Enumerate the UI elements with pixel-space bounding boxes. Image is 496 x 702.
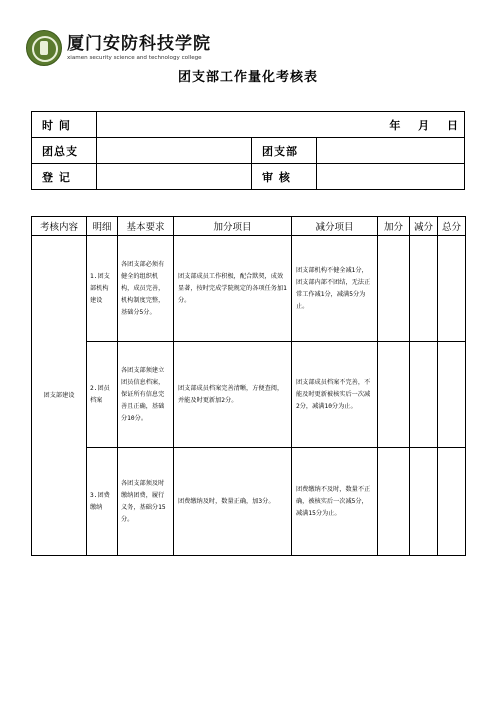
requirement-cell: 各团支部须建立团员信息档案，保证所有信息完善且正确，基础分10分。 — [118, 342, 174, 448]
detail-cell: 3.团费缴纳 — [87, 448, 118, 556]
bonus-item-cell: 团支部成员档案完善清晰，方便查阅，并能及时更新加2分。 — [174, 342, 292, 448]
register-field[interactable] — [97, 164, 252, 190]
page-title: 团支部工作量化考核表 — [177, 70, 318, 85]
col-header-penalty: 减分 — [410, 217, 438, 236]
total-score-cell[interactable] — [438, 448, 466, 556]
category-cell: 团支部建设 — [32, 236, 87, 556]
col-header-requirement: 基本要求 — [118, 217, 174, 236]
col-header-total: 总分 — [438, 217, 466, 236]
table-row — [32, 448, 466, 556]
col-header-detail: 明细 — [87, 217, 118, 236]
bonus-score-cell[interactable] — [378, 342, 410, 448]
date-field[interactable]: 年 月 日 — [97, 112, 465, 138]
total-score-cell[interactable] — [438, 236, 466, 342]
penalty-score-cell[interactable] — [410, 342, 438, 448]
info-table — [31, 111, 465, 190]
requirement-cell: 各团支部须及时缴纳团费，履行义务，基础分15分。 — [118, 448, 174, 556]
bonus-score-cell[interactable] — [378, 448, 410, 556]
school-name-en: xiamen security science and technology college — [67, 55, 202, 61]
bonus-score-cell[interactable] — [378, 236, 410, 342]
penalty-score-cell[interactable] — [410, 448, 438, 556]
table-row — [32, 342, 466, 448]
table-row — [32, 236, 466, 342]
penalty-item-cell: 团支部成员档案不完善，不能及时更新被核实后一次减2分，减满10分为止。 — [292, 342, 378, 448]
col-header-content: 考核内容 — [32, 217, 87, 236]
school-name — [67, 34, 211, 62]
time-label: 时 间 — [32, 112, 97, 138]
col-header-penalty-item: 减分项目 — [292, 217, 378, 236]
penalty-item-cell: 团费缴纳不及时，数量不正确，被核实后一次减5分，减满15分为止。 — [292, 448, 378, 556]
school-emblem-icon — [26, 30, 62, 66]
school-name-cn: 厦门安防科技学院 — [67, 34, 211, 54]
total-score-cell[interactable] — [438, 342, 466, 448]
branch-total-label: 团总支 — [32, 138, 97, 164]
col-header-bonus-item: 加分项目 — [174, 217, 292, 236]
col-header-bonus: 加分 — [378, 217, 410, 236]
branch-total-field[interactable] — [97, 138, 252, 164]
penalty-item-cell: 团支部机构不健全减1分，团支部内部不团结，无法正常工作减1分，减满5分为止。 — [292, 236, 378, 342]
school-logo — [26, 30, 211, 66]
penalty-score-cell[interactable] — [410, 236, 438, 342]
review-label: 审 核 — [252, 164, 317, 190]
bonus-item-cell: 团支部成员工作积极，配合默契，成效显著，按时完成学院规定的各项任务加1分。 — [174, 236, 292, 342]
requirement-cell: 各团支部必须有健全的组织机构，成员完善，机构制度完整，基础分5分。 — [118, 236, 174, 342]
review-field[interactable] — [317, 164, 465, 190]
detail-cell: 2.团员档案 — [87, 342, 118, 448]
detail-cell: 1.团支部机构建设 — [87, 236, 118, 342]
header-row — [32, 217, 466, 236]
branch-label: 团支部 — [252, 138, 317, 164]
branch-field[interactable] — [317, 138, 465, 164]
assessment-table — [31, 216, 466, 556]
register-label: 登 记 — [32, 164, 97, 190]
bonus-item-cell: 团费缴纳及时，数量正确，加3分。 — [174, 448, 292, 556]
